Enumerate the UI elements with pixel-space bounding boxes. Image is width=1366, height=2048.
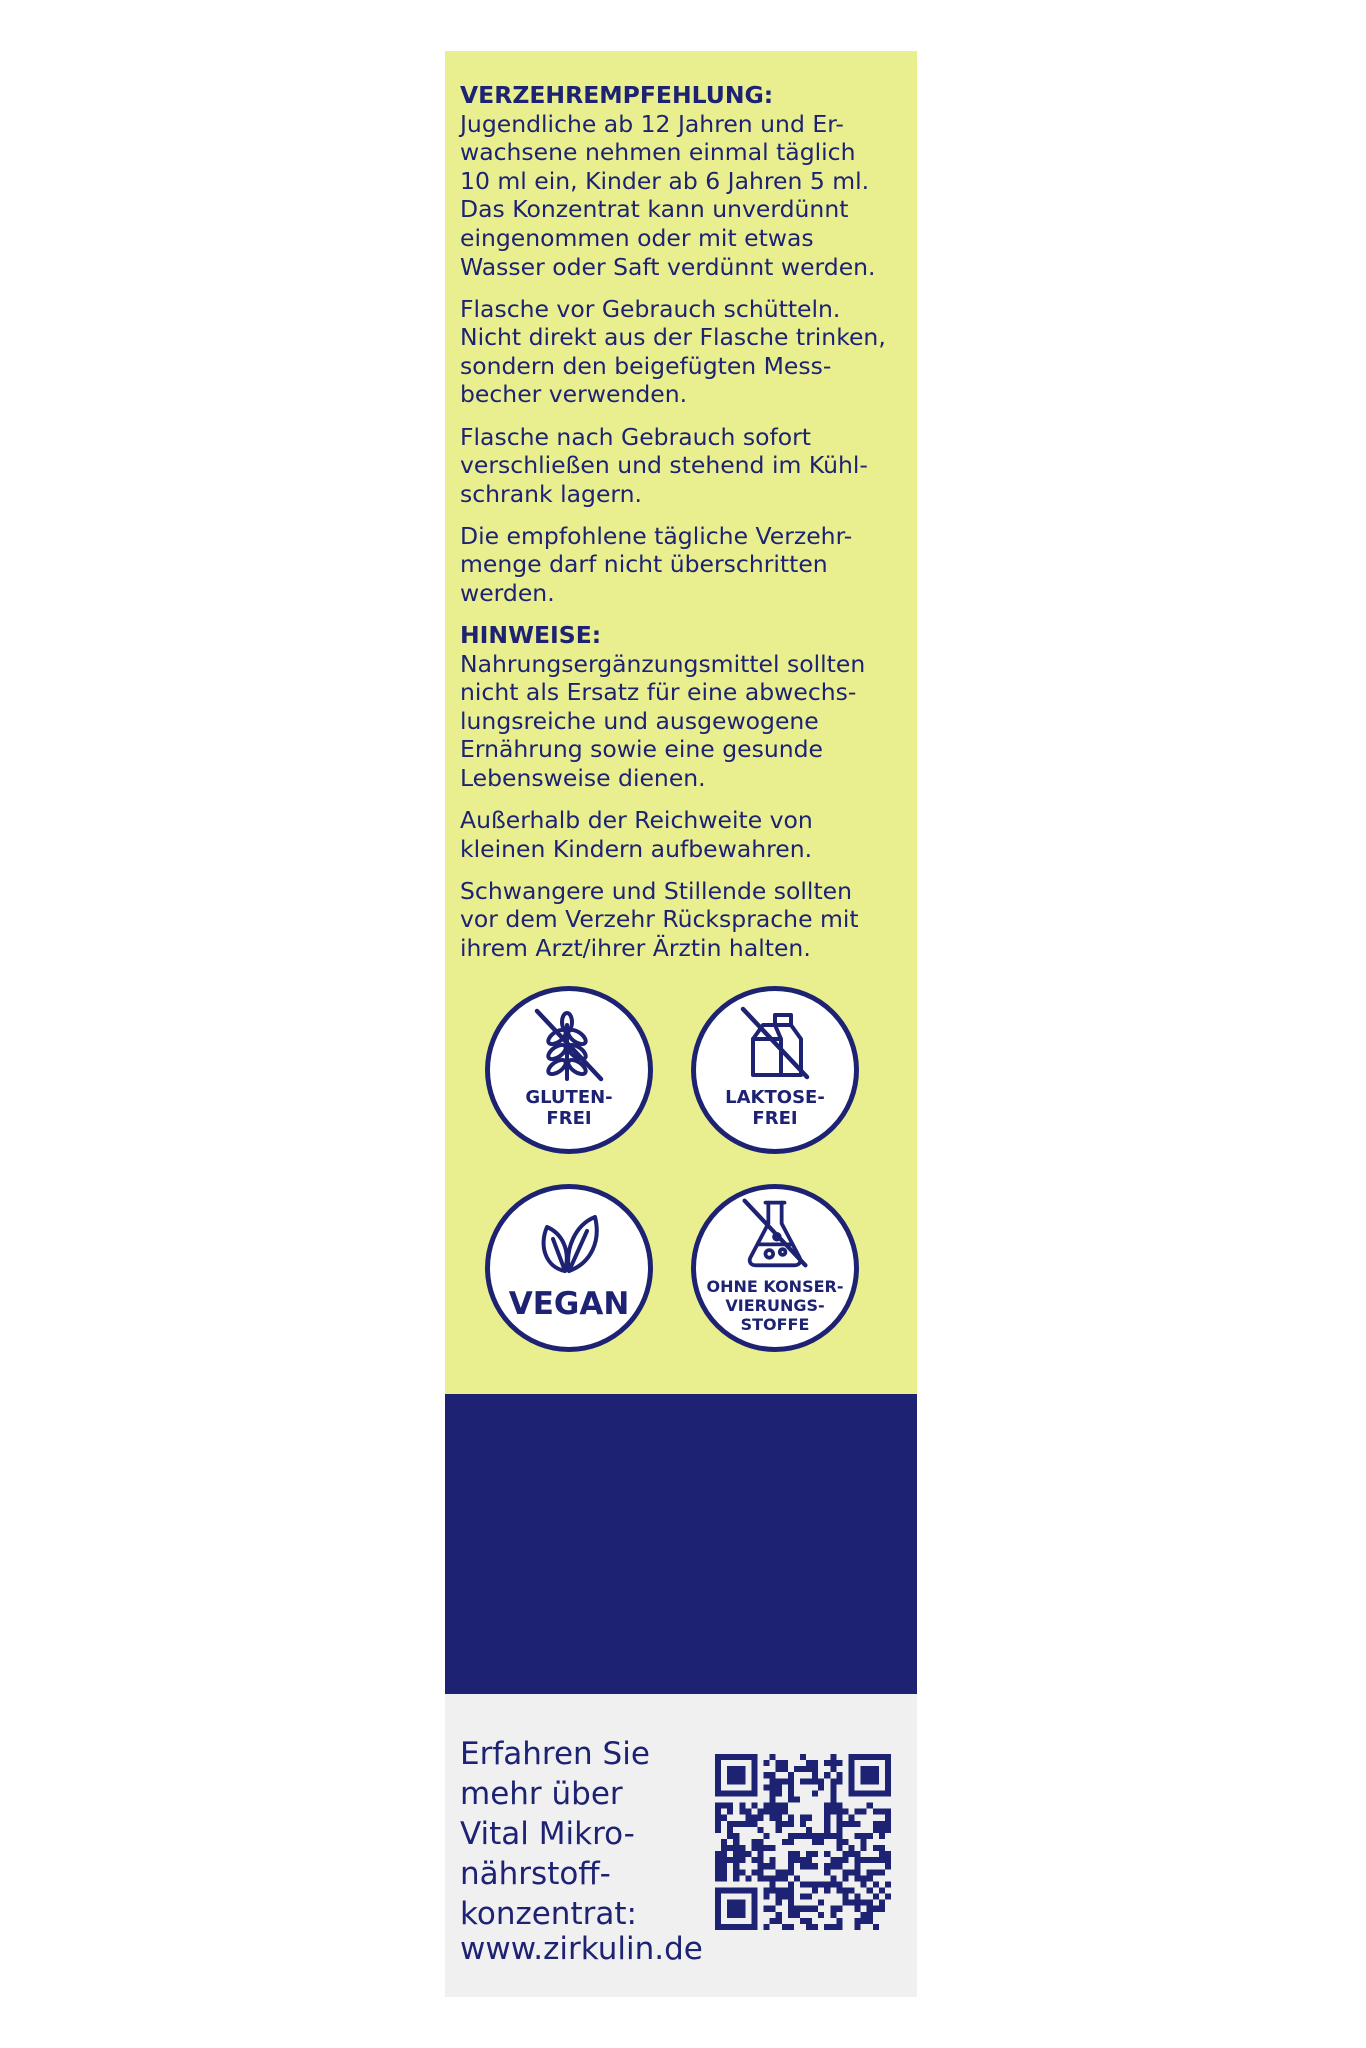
info-section: [445, 51, 917, 1394]
recommendation-heading: VERZEHREMPFEHLUNG:: [460, 81, 774, 109]
notes-text-3: Schwangere und Stillende sollten vor dem Verzehr Rücksprache mit ihrem Arzt/ihrer Ärztin halten.: [460, 876, 859, 963]
footer-section: [445, 1694, 917, 1997]
badge-label-vegan: VEGAN: [508, 1286, 630, 1322]
qr-code-icon[interactable]: [715, 1754, 891, 1930]
gluten-free-badge: [485, 986, 653, 1154]
recommendation-text-3: Flasche nach Gebrauch sofort verschließen und stehend im Kühl- schrank lagern.: [460, 422, 868, 508]
learn-more-text: Erfahren Sie mehr über Vital Mikro- nährstoff- konzentrat:: [460, 1736, 650, 1932]
navy-band: [445, 1394, 917, 1694]
wheat-crossed-icon: [529, 1005, 609, 1085]
leaves-icon: [529, 1201, 609, 1281]
badge-grid: [485, 986, 885, 1386]
badge-label-no-preservatives: OHNE KONSER- VIERUNGS- STOFFE: [706, 1277, 844, 1334]
text-block: [460, 81, 910, 976]
notes-heading: HINWEISE:: [460, 621, 602, 650]
website-link[interactable]: www.zirkulin.de: [460, 1931, 703, 1967]
notes-text-1: Nahrungsergänzungsmittel sollten nicht als Ersatz für eine abwechs- lungsreiche und ausgewogene Ernährung sowie eine gesunde Lebensweise dienen.: [460, 649, 866, 793]
lactose-free-badge: [691, 986, 859, 1154]
notes-section: [460, 621, 910, 793]
badge-label-lactose-free: LAKTOSE- FREI: [725, 1087, 825, 1129]
badge-label-gluten-free: GLUTEN- FREI: [525, 1087, 613, 1129]
recommendation-section: [460, 81, 910, 281]
package-side-panel: [445, 51, 917, 1997]
recommendation-text-2: Flasche vor Gebrauch schütteln. Nicht direkt aus der Flasche trinken, sondern den beigefügten Mess- becher verwenden.: [460, 294, 886, 409]
vegan-badge: [485, 1184, 653, 1352]
recommendation-text-1: Jugendliche ab 12 Jahren und Er- wachsene nehmen einmal täglich 10 ml ein, Kinder ab 6 Jahren 5 ml. Das Konzentrat kann unverdünnt eingenommen oder mit etwas Wasser oder Saft verdünnt werden.: [460, 109, 876, 281]
flask-crossed-icon: [737, 1195, 813, 1271]
notes-text-2: Außerhalb der Reichweite von kleinen Kindern aufbewahren.: [460, 806, 813, 863]
no-preservatives-badge: [691, 1184, 859, 1352]
recommendation-text-4: Die empfohlene tägliche Verzehr- menge darf nicht überschritten werden.: [460, 521, 853, 607]
milk-carton-crossed-icon: [735, 1003, 815, 1083]
